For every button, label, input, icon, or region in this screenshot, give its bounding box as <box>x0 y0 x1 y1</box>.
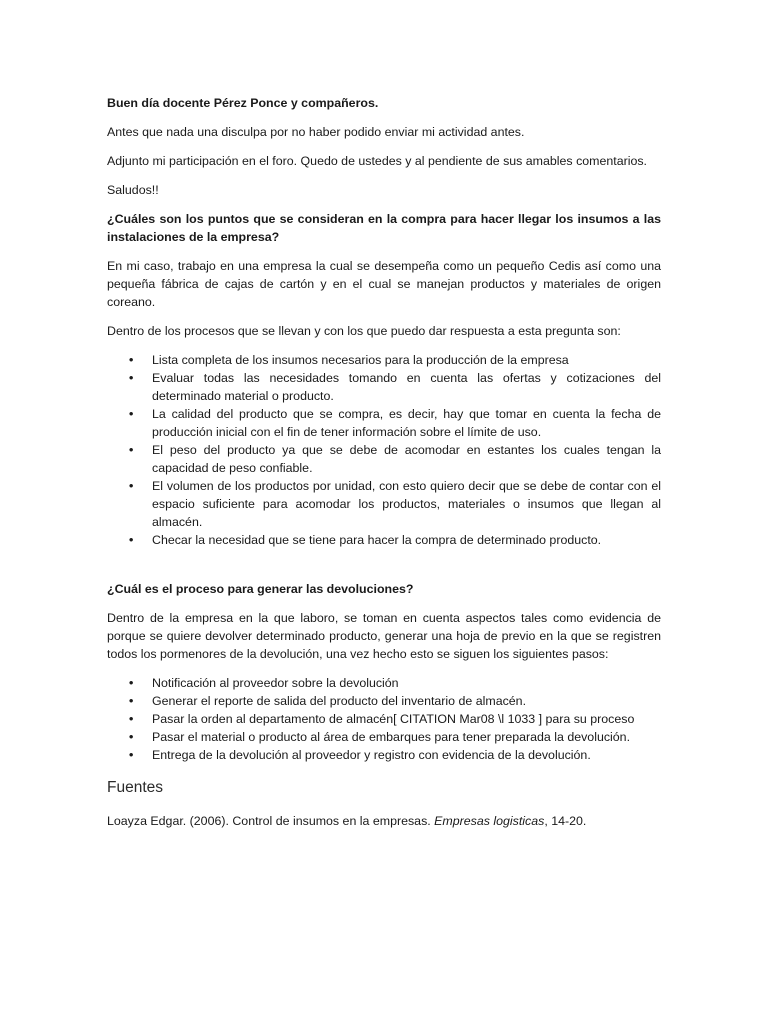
list-item: • El volumen de los productos por unidad, con esto quiero decir que se debe de contar con el espacio suficiente para acomodar los productos, materiales o insumos que llegan al almacén. <box>107 477 661 531</box>
list-item: • Entrega de la devolución al proveedor y registro con evidencia de la devolución. <box>107 746 661 764</box>
list-item: • Evaluar todas las necesidades tomando en cuenta las ofertas y cotizaciones del determinado material o producto. <box>107 369 661 405</box>
purchase-points-list <box>107 351 661 549</box>
sources-heading: Fuentes <box>107 779 164 796</box>
list-item: • Pasar la orden al departamento de almacén[ CITATION Mar08 \l 1033 ] para su proceso <box>107 710 661 728</box>
list-item: • Generar el reporte de salida del producto del inventario de almacén. <box>107 692 661 710</box>
list-item: • Lista completa de los insumos necesarios para la producción de la empresa <box>107 351 661 369</box>
attachment-note: Adjunto mi participación en el foro. Quedo de ustedes y al pendiente de sus amables comentarios. <box>107 154 648 168</box>
return-steps-list <box>107 674 661 764</box>
answer-1-intro: En mi caso, trabajo en una empresa la cual se desempeña como un pequeño Cedis así como una pequeña fábrica de cajas de cartón y en el cual se manejan productos y materiales de origen coreano. <box>107 259 661 309</box>
closing-text: Saludos!! <box>107 183 159 197</box>
answer-2-intro: Dentro de la empresa en la que laboro, se toman en cuenta aspectos tales como evidencia de porque se quiere devolver determinado producto, generar una hoja de previo en la que se registren todos los pormenores de la devolución, una vez hecho esto se siguen los siguientes pasos: <box>107 611 661 661</box>
list-item: • Checar la necesidad que se tiene para hacer la compra de determinado producto. <box>107 531 661 549</box>
greeting: Buen día docente Pérez Ponce y compañeros. <box>107 96 379 110</box>
reference-main: Loayza Edgar. (2006). Control de insumos en la empresas. <box>107 814 435 828</box>
apology-text: Antes que nada una disculpa por no haber podido enviar mi actividad antes. <box>107 125 525 139</box>
list-item: • Notificación al proveedor sobre la devolución <box>107 674 661 692</box>
answer-1-lead: Dentro de los procesos que se llevan y con los que puedo dar respuesta a esta pregunta son: <box>107 324 621 338</box>
list-item: • Pasar el material o producto al área de embarques para tener preparada la devolución. <box>107 728 661 746</box>
reference-pages: , 14-20. <box>544 814 587 828</box>
question-2: ¿Cuál es el proceso para generar las devoluciones? <box>107 582 414 596</box>
reference-entry <box>107 812 661 830</box>
list-item: • El peso del producto ya que se debe de acomodar en estantes los cuales tengan la capacidad de peso confiable. <box>107 441 661 477</box>
question-1: ¿Cuáles son los puntos que se consideran en la compra para hacer llegar los insumos a las instalaciones de la empresa? <box>107 212 661 244</box>
list-item: • La calidad del producto que se compra, es decir, hay que tomar en cuenta la fecha de producción inicial con el fin de tener información sobre el límite de uso. <box>107 405 661 441</box>
reference-journal: Empresas logisticas <box>434 814 545 828</box>
spacer <box>107 560 661 580</box>
